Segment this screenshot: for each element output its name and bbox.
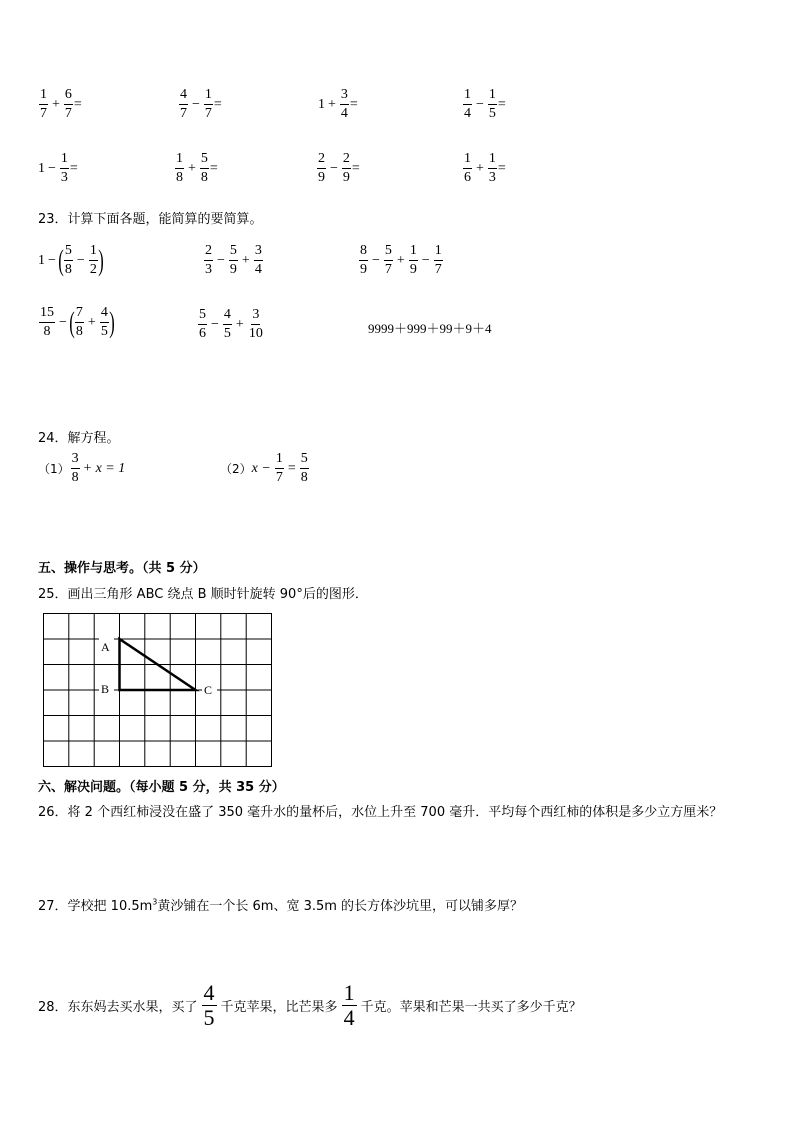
question-26: 26．将 2 个西红柿浸没在盛了 350 毫升水的量杯后，水位上升至 700 毫升．平均每个西红柿的体积是多少立方厘米？ [38, 805, 723, 820]
calc-row1-item1: $\frac{1}{7}$ + $\frac{6}{7}$ = [40, 87, 82, 121]
q24-equation1: （1） $\frac{3}{8}$ + x = 1 [38, 451, 126, 485]
calc-row1-item3: 1 + $\frac{3}{4}$ = [318, 87, 358, 121]
rotation-grid-figure [42, 612, 274, 770]
calc-row2-item3: $\frac{2}{9}$ − $\frac{2}{9}$ = [318, 151, 360, 185]
calc-row2-item1: 1 − $\frac{1}{3}$ = [38, 151, 78, 185]
fraction: $\frac{6}{7}$ [64, 87, 72, 121]
section-5-heading: 五、操作与思考。（共 5 分） [38, 561, 206, 576]
calc-row2-item2: $\frac{1}{8}$ + $\frac{5}{8}$ = [176, 151, 218, 185]
label-c: C [204, 683, 213, 697]
q23-expr4: $\frac{15}{8}$ − ( $\frac{7}{8}$ + $\frac{4}{5}$ ) [40, 305, 115, 339]
question-24-title: 24．解方程。 [38, 431, 120, 446]
fraction: $\frac{1}{7}$ [40, 87, 47, 121]
calc-row2-item4: $\frac{1}{6}$ + $\frac{1}{3}$ = [464, 151, 506, 185]
q23-expr5: $\frac{5}{6}$ − $\frac{4}{5}$ + $\frac{3}{10}$ [199, 307, 263, 341]
label-b: B [101, 682, 110, 696]
q23-expr2: $\frac{2}{3}$ − $\frac{5}{9}$ + $\frac{3}{4}$ [205, 243, 262, 277]
question-27: 27．学校把 $10.5m^3$黄沙铺在一个长 6m、宽 3.5m 的长方体沙坑里，可以铺多厚？ [38, 897, 524, 914]
question-28: 28．东东妈去买水果，买了 4 5 千克苹果，比芒果多 1 4 千克。苹果和芒果一共买了多少千克？ [38, 980, 582, 1030]
q23-expr3: $\frac{8}{9}$ − $\frac{5}{7}$ + $\frac{1}{9}$ − $\frac{1}{7}$ [360, 243, 442, 277]
question-25-title: 25．画出三角形 ABC 绕点 B 顺时针旋转 90°后的图形． [38, 587, 368, 602]
q23-expr6: 9999＋999＋99＋9＋4 [368, 321, 492, 336]
section-6-heading: 六、解决问题。（每小题 5 分，共 35 分） [38, 780, 285, 795]
label-a: A [101, 640, 110, 654]
calc-row1-item2: $\frac{4}{7}$ − $\frac{1}{7}$ = [180, 87, 222, 121]
question-23-title: 23．计算下面各题，能简算的要简算。 [38, 212, 263, 227]
q24-equation2: （2） x − $\frac{1}{7}$ = $\frac{5}{8}$ [220, 451, 308, 485]
calc-row1-item4: $\frac{1}{4}$ − $\frac{1}{5}$ = [464, 87, 506, 121]
q23-expr1: 1 − ( $\frac{5}{8}$ − $\frac{1}{2}$ ) [38, 243, 104, 277]
